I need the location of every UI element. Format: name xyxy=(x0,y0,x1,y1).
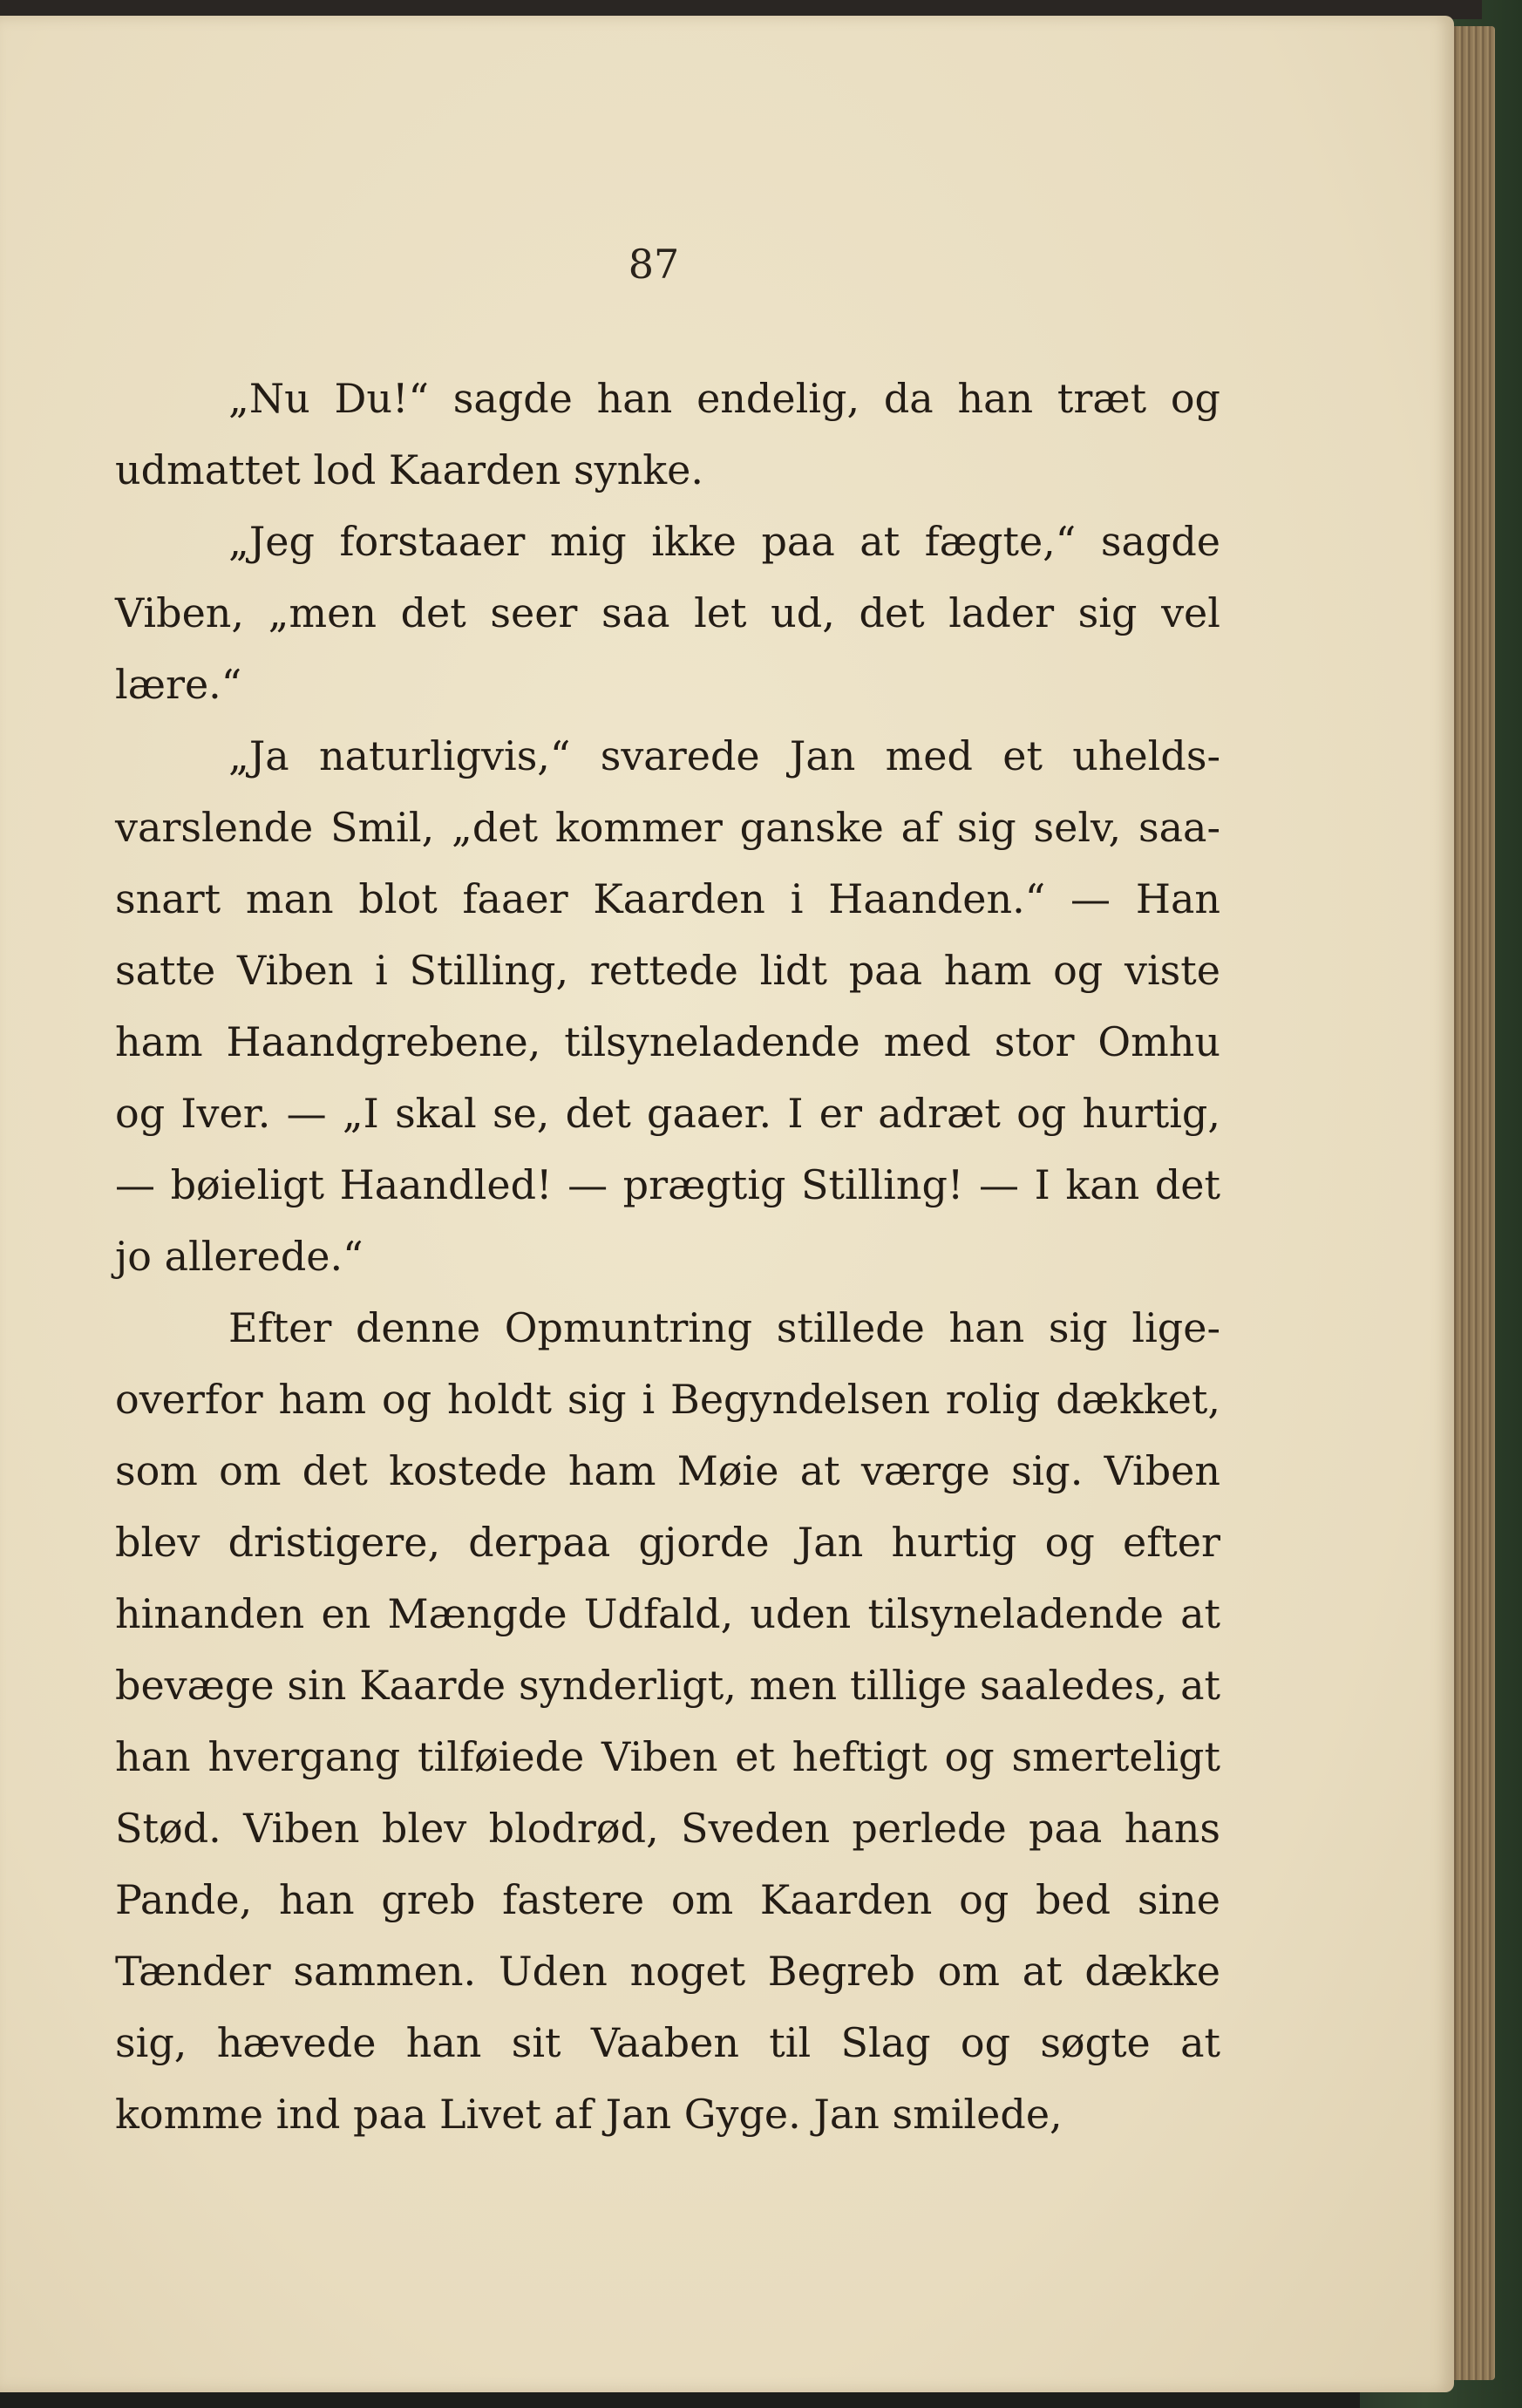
book-page xyxy=(0,16,1454,2392)
body-text xyxy=(115,363,1220,2150)
paragraph-2: „Jeg forstaaer mig ikke paa at fægte,“ sagde Viben, „men det seer saa let ud, det lader sig vel lære.“ xyxy=(115,518,1220,708)
paragraph-4: Efter denne Opmuntring stillede han sig lige-overfor ham og holdt sig i Begyndelsen rolig dækket, som om det kostede ham Møie at værge sig. Viben blev dristigere, derpaa gjorde Jan hurtig og efter hinanden en Mængde Udfald, uden tilsyneladende at bevæge sin Kaarde synderligt, men tillige saaledes, at han hvergang tilføiede Viben et heftigt og smerteligt Stød. Viben blev blodrød, Sveden perlede paa hans Pande, han greb fastere om Kaarden og bed sine Tænder sammen. Uden noget Begreb om at dække sig, hævede han sit Vaaben til Slag og søgte at komme ind paa Livet af Jan Gyge. Jan smilede, xyxy=(115,1304,1220,2138)
paragraph-1: „Nu Du!“ sagde han endelig, da han træt og udmattet lod Kaarden synke. xyxy=(115,375,1220,493)
page-number: 87 xyxy=(628,241,680,288)
paragraph-3: „Ja naturligvis,“ svarede Jan med et uhelds-varslende Smil, „det kommer ganske af sig selv, saa-snart man blot faaer Kaarden i Haanden.“ — Han satte Viben i Stilling, rettede lidt paa ham og viste ham Haandgrebene, tilsyneladende med stor Omhu og Iver. — „I skal se, det gaaer. I er adræt og hurtig, — bøieligt Haandled! — prægtig Stilling! — I kan det jo allerede.“ xyxy=(115,732,1220,1280)
